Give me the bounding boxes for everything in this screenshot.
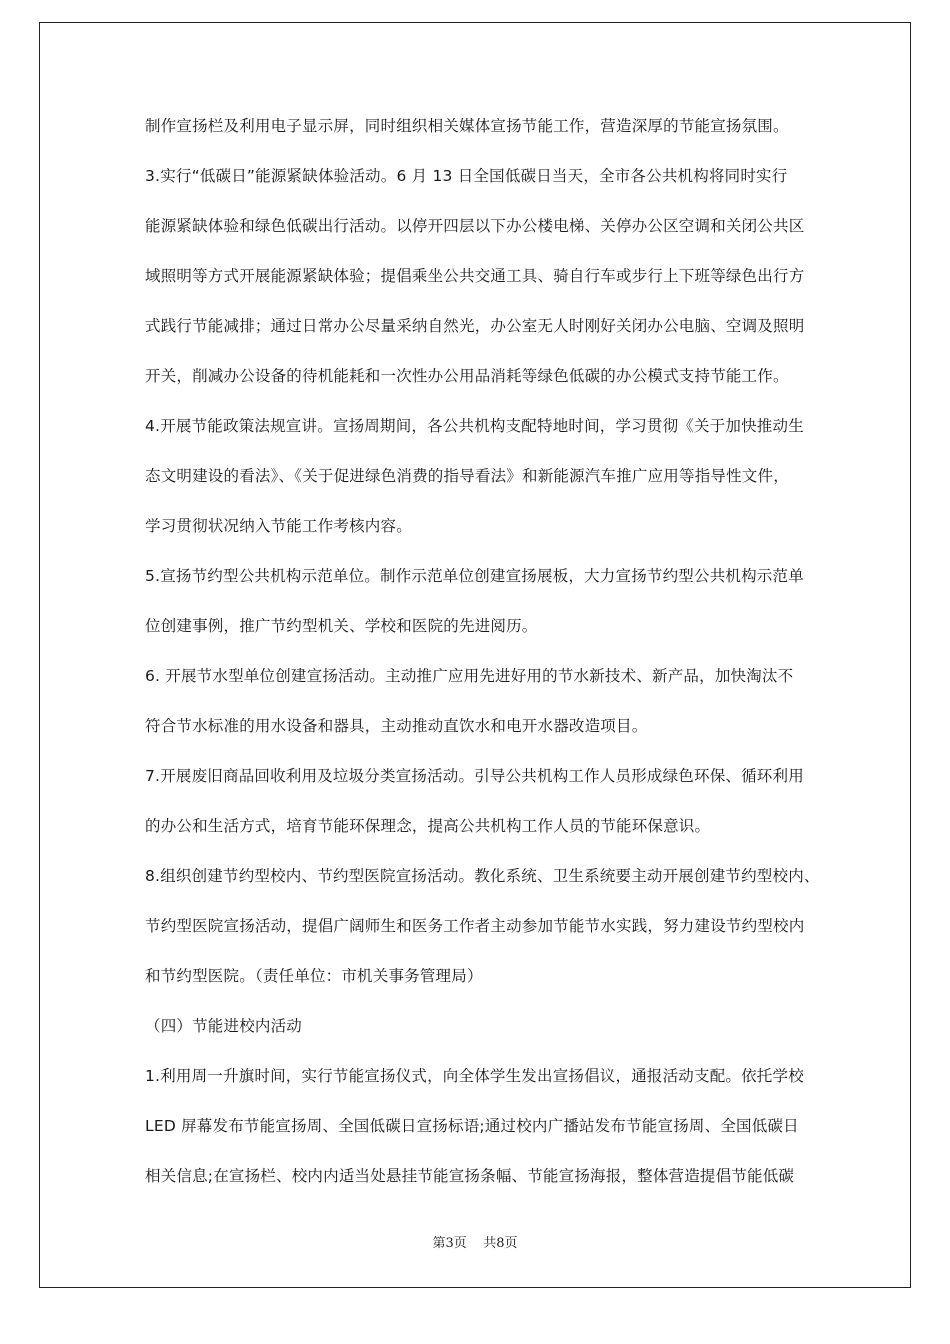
text-line: 的办公和生活方式，培育节能环保理念，提高公共机构工作人员的节能环保意识。 [145,817,711,835]
document-body [145,112,820,1212]
text-line: 8.组织创建节约型校内、节约型医院宣扬活动。教化系统、卫生系统要主动开展创建节约型校内、 [145,867,820,885]
text-line: 4.开展节能政策法规宣讲。宣扬周期间，各公共机构支配特地时间，学习贯彻《关于加快推动生 [145,417,804,435]
text-line: 符合节水标准的用水设备和器具，主动推动直饮水和电开水器改造项目。 [145,717,648,735]
text-line: 位创建事例，推广节约型机关、学校和医院的先进阅历。 [145,617,538,635]
text-line: 和节约型医院。（责任单位：市机关事务管理局） [145,967,483,985]
text-line: 6. 开展节水型单位创建宣扬活动。主动推广应用先进好用的节水新技术、新产品，加快淘汰不 [145,667,794,685]
text-line: 3.实行“低碳日”能源紧缺体验活动。6 月 13 日全国低碳日当天，全市各公共机构将同时实行 [145,167,788,185]
text-line: 5.宣扬节约型公共机构示范单位。制作示范单位创建宣扬展板，大力宣扬节约型公共机构示范单 [145,567,804,585]
text-line: 7.开展废旧商品回收利用及垃圾分类宣扬活动。引导公共机构工作人员形成绿色环保、循环利用 [145,767,804,785]
text-line: 式践行节能减排；通过日常办公尽量采纳自然光，办公室无人时刚好关闭办公电脑、空调及照明 [145,317,805,335]
section-heading: （四）节能进校内活动 [145,1017,303,1035]
text-line: 学习贯彻状况纳入节能工作考核内容。 [145,517,412,535]
text-line: 节约型医院宣扬活动，提倡广阔师生和医务工作者主动参加节能节水实践，努力建设节约型校内 [145,917,805,935]
text-line: 能源紧缺体验和绿色低碳出行活动。以停开四层以下办公楼电梯、关停办公区空调和关闭公共区 [145,217,805,235]
text-line: LED 屏幕发布节能宣扬周、全国低碳日宣扬标语;通过校内广播站发布节能宣扬周、全国低碳日 [145,1117,799,1135]
page-number-footer: 第3页 共8页 [432,1236,518,1251]
text-line: 相关信息;在宣扬栏、校内内适当处悬挂节能宣扬条幅、节能宣扬海报，整体营造提倡节能低碳 [145,1167,795,1185]
text-line: 开关，削减办公设备的待机能耗和一次性办公用品消耗等绿色低碳的办公模式支持节能工作。 [145,367,789,385]
text-line: 1.利用周一升旗时间，实行节能宣扬仪式，向全体学生发出宣扬倡议，通报活动支配。依托学校 [145,1067,804,1085]
text-line: 态文明建设的看法》、《关于促进绿色消费的指导看法》和新能源汽车推广应用等指导性文件， [145,467,789,485]
text-line: 域照明等方式开展能源紧缺体验；提倡乘坐公共交通工具、骑自行车或步行上下班等绿色出行方 [145,267,805,285]
text-line: 制作宣扬栏及利用电子显示屏，同时组织相关媒体宣扬节能工作，营造深厚的节能宣扬氛围。 [145,117,789,135]
